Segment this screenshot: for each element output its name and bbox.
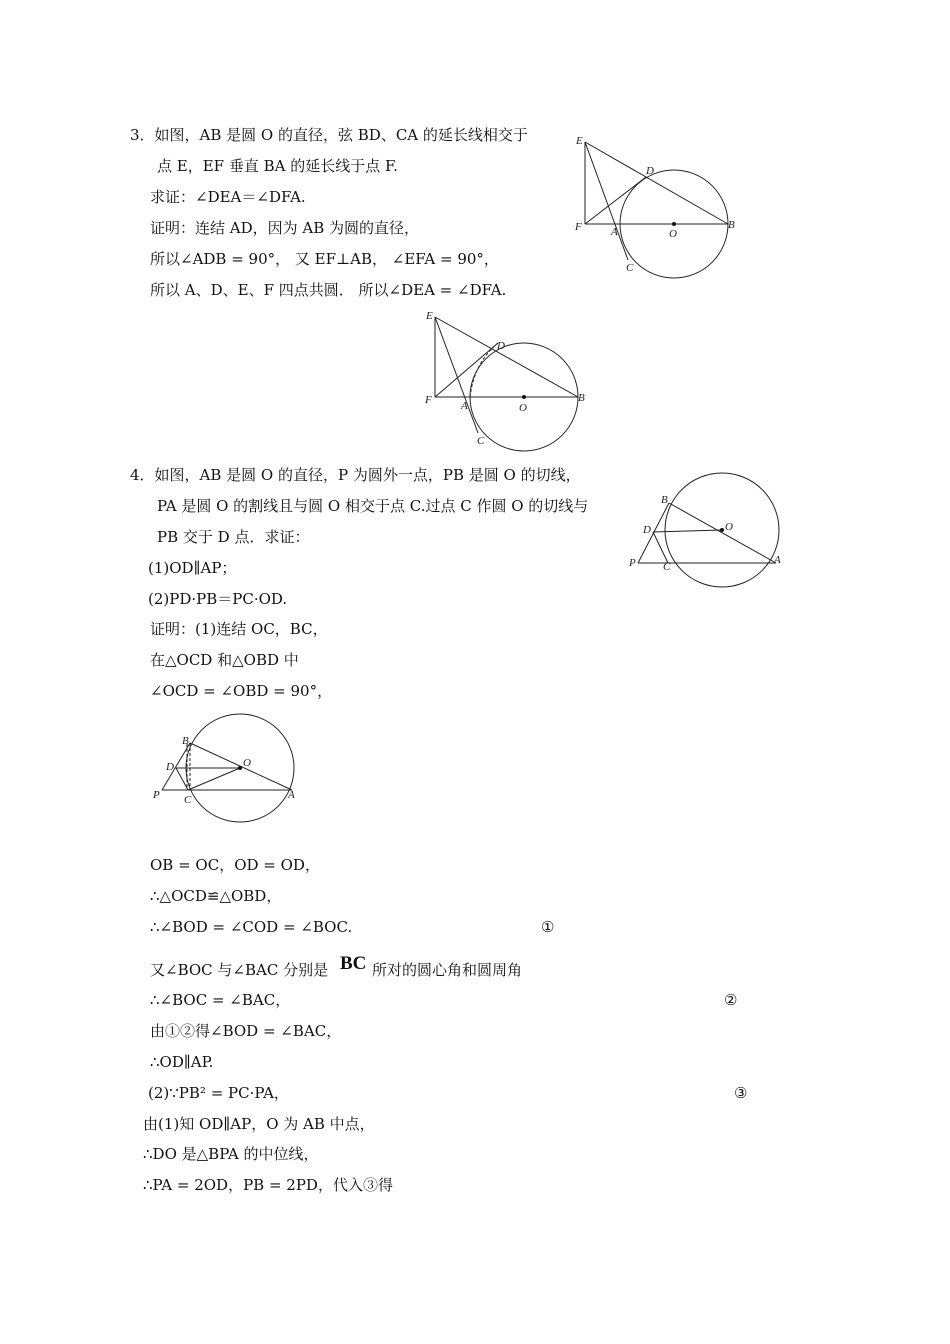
p4-mark-1: ① xyxy=(541,918,555,936)
p3-prove: 求证：∠DEA＝∠DFA. xyxy=(150,188,306,206)
p4-mark-2: ② xyxy=(724,991,738,1009)
p4-proof-line14: ∴PA = 2OD，PB = 2PD，代入③得 xyxy=(143,1176,393,1194)
p4-fig1-label-B: B xyxy=(661,494,668,506)
p4-claim1: (1)OD∥AP； xyxy=(148,559,237,577)
p3-fig1-label-C: C xyxy=(626,262,634,274)
p3-fig2-label-C: C xyxy=(477,435,485,447)
p4-figure-2 xyxy=(150,708,315,828)
p4-mark-3: ③ xyxy=(734,1084,748,1102)
p3-proof-line1: 证明：连结 AD，因为 AB 为圆的直径， xyxy=(150,219,420,237)
p4-statement-line3: PB 交于 D 点．求证： xyxy=(157,528,310,546)
p3-figure-2 xyxy=(420,305,595,455)
p4-fig2-label-A: A xyxy=(288,789,295,801)
p4-fig1-label-A: A xyxy=(774,554,781,566)
p4-proof-line9: 由①②得∠BOD = ∠BAC， xyxy=(150,1022,342,1040)
p3-fig2-label-O: O xyxy=(519,402,527,414)
p4-figure-1 xyxy=(625,468,790,598)
p3-fig1-label-B: B xyxy=(728,219,735,231)
p3-fig2-label-B: B xyxy=(578,392,585,404)
p4-proof-line1: 证明：(1)连结 OC，BC， xyxy=(150,620,328,638)
p4-proof-line12: 由(1)知 OD∥AP，O 为 AB 中点， xyxy=(143,1115,375,1133)
p4-claim2: (2)PD·PB＝PC·OD. xyxy=(148,590,288,608)
p4-proof-line4: OB = OC，OD = OD， xyxy=(150,856,320,874)
p4-proof-line5: ∴△OCD≌△OBD， xyxy=(150,887,282,905)
p3-statement-line1: 3．如图，AB 是圆 O 的直径，弦 BD、CA 的延长线相交于 xyxy=(130,126,528,144)
p4-fig2-label-B: B xyxy=(182,735,189,747)
p3-proof-line2: 所以∠ADB = 90°， 又 EF⊥AB， ∠EFA = 90°， xyxy=(150,250,499,268)
p4-fig2-label-O: O xyxy=(243,757,251,769)
p3-figure-1 xyxy=(570,130,745,280)
p4-arc-bc-text: BC xyxy=(340,953,367,974)
p4-proof-line10: ∴OD∥AP. xyxy=(150,1053,214,1071)
p3-fig2-label-E: E xyxy=(426,310,433,322)
p3-statement-line2: 点 E，EF 垂直 BA 的延长线于点 F. xyxy=(157,157,398,175)
p4-proof-line6: ∴∠BOD = ∠COD = ∠BOC. xyxy=(150,918,353,936)
p4-proof-line7b: 所对的圆心角和圆周角 xyxy=(372,961,523,979)
p3-fig1-label-O: O xyxy=(669,228,677,240)
p4-proof-line13: ∴DO 是△BPA 的中位线， xyxy=(143,1145,319,1163)
p4-proof-line11: (2)∵PB² = PC·PA， xyxy=(148,1084,289,1102)
p4-fig1-label-O: O xyxy=(725,521,733,533)
p3-fig1-label-D: D xyxy=(646,165,654,177)
p4-fig2-label-D: D xyxy=(166,761,174,773)
p4-fig1-label-P: P xyxy=(629,557,636,569)
p4-proof-line7a: 又∠BOC 与∠BAC 分别是 xyxy=(150,961,329,979)
p4-arc-bc xyxy=(340,953,366,975)
p4-statement-line1: 4．如图，AB 是圆 O 的直径，P 为圆外一点，PB 是圆 O 的切线， xyxy=(130,466,581,484)
p3-fig2-label-D: D xyxy=(497,340,505,352)
p4-fig1-label-C: C xyxy=(663,561,671,573)
p4-statement-line2: PA 是圆 O 的割线且与圆 O 相交于点 C.过点 C 作圆 O 的切线与 xyxy=(157,497,589,515)
p3-fig1-label-E: E xyxy=(576,135,583,147)
p3-proof-line3: 所以 A、D、E、F 四点共圆． 所以∠DEA = ∠DFA. xyxy=(150,281,507,299)
p3-fig1-label-F: F xyxy=(575,221,582,233)
p3-fig2-label-F: F xyxy=(425,394,432,406)
p4-proof-line2: 在△OCD 和△OBD 中 xyxy=(150,651,299,669)
p4-fig1-label-D: D xyxy=(643,524,651,536)
p3-fig1-label-A: A xyxy=(611,226,618,238)
p4-fig2-label-C: C xyxy=(184,794,192,806)
p3-fig2-label-A: A xyxy=(461,400,468,412)
p4-proof-line8: ∴∠BOC = ∠BAC， xyxy=(150,991,291,1009)
p4-fig2-label-P: P xyxy=(153,789,160,801)
p4-proof-line3: ∠OCD = ∠OBD = 90°， xyxy=(150,682,333,700)
